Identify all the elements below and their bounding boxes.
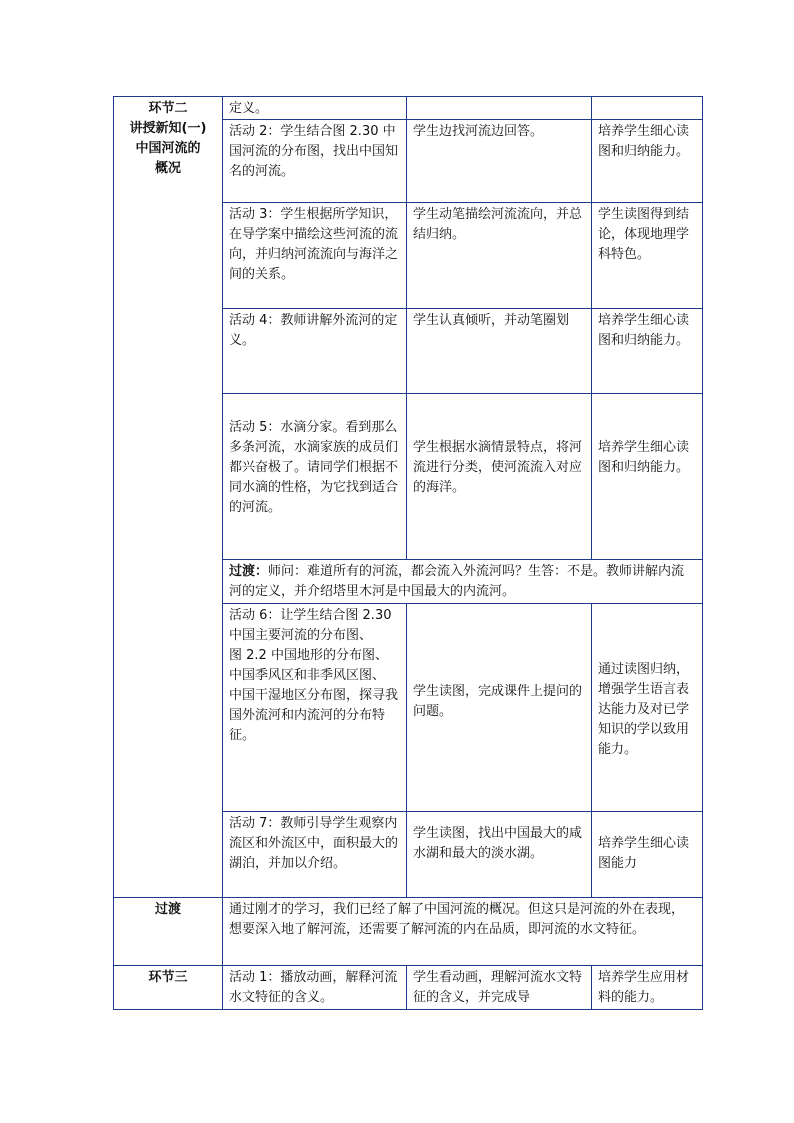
transition-text: 师问：难道所有的河流，都会流入外流河吗？生答：不是。教师讲解内流河的定义，并介绍塔里木河是中国最大的内流河。: [229, 564, 685, 599]
goal-cell: 通过读图归纳，增强学生语言表达能力及对已学知识的学以致用能力。: [592, 604, 703, 812]
activity-cell: 活动 5：水滴分家。看到那么多条河流，水滴家族的成员们都兴奋极了。请同学们根据不同水滴的性格，为它找到适合的河流。: [223, 394, 407, 560]
lesson-plan-table: [113, 96, 703, 1010]
activity-cell: 活动 2：学生结合图 2.30 中国河流的分布图，找出中国知名的河流。: [223, 120, 407, 203]
goal-cell: [592, 97, 703, 120]
stage2-line: 概况: [154, 161, 181, 176]
goal-cell: 培养学生细心读图和归纳能力。: [592, 120, 703, 203]
student-cell: 学生动笔描绘河流流向，并总结归纳。: [407, 203, 592, 309]
student-cell: 学生认真倾听，并动笔圈划: [407, 309, 592, 394]
transition2-text-cell: 通过刚才的学习，我们已经了解了中国河流的概况。但这只是河流的外在表现，想要深入地了解河流，还需要了解河流的内在品质，即河流的水文特征。: [223, 898, 703, 966]
student-cell: [407, 97, 592, 120]
transition2-label-cell: 过渡: [114, 898, 223, 966]
activity-cell: [223, 604, 407, 812]
transition-cell: [223, 560, 703, 604]
stage2-line: 环节二: [148, 101, 188, 116]
student-cell: 学生读图，完成课件上提问的问题。: [407, 604, 592, 812]
student-cell: 学生根据水滴情景特点，将河流进行分类，使河流流入对应的海洋。: [407, 394, 592, 560]
activity-cell: 活动 4：教师讲解外流河的定义。: [223, 309, 407, 394]
table-row: [114, 966, 703, 1010]
goal-cell: 培养学生细心读图和归纳能力。: [592, 309, 703, 394]
stage3-cell: 环节三: [114, 966, 223, 1010]
student-cell: 学生读图，找出中国最大的咸水湖和最大的淡水湖。: [407, 812, 592, 898]
activity-line: 活动 6：让学生结合图 2.30 中国主要河流的分布图、: [229, 608, 392, 643]
activity-line: 中国干湿地区分布图，探寻我国外流河和内流河的分布特征。: [229, 688, 399, 743]
activity-cell: 活动 7：教师引导学生观察内流区和外流区中，面积最大的湖泊，并加以介绍。: [223, 812, 407, 898]
stage2-cell: [114, 97, 223, 898]
activity-cell: 定义。: [223, 97, 407, 120]
stage2-line: 中国河流的: [135, 141, 201, 156]
goal-cell: 培养学生细心读图能力: [592, 812, 703, 898]
activity-line: 图 2.2 中国地形的分布图、: [229, 648, 388, 663]
table-row: [114, 97, 703, 120]
transition-label: 过渡：: [229, 564, 269, 579]
activity-cell: 活动 1：播放动画，解释河流水文特征的含义。: [223, 966, 407, 1010]
goal-cell: 培养学生细心读图和归纳能力。: [592, 394, 703, 560]
activity-line: 中国季风区和非季风区图、: [229, 668, 386, 683]
stage2-line: 讲授新知(一): [129, 121, 207, 136]
goal-cell: 学生读图得到结论，体现地理学科特色。: [592, 203, 703, 309]
goal-cell: 培养学生应用材料的能力。: [592, 966, 703, 1010]
activity-cell: 活动 3：学生根据所学知识，在导学案中描绘这些河流的流向，并归纳河流流向与海洋之间的关系。: [223, 203, 407, 309]
table-row: [114, 898, 703, 966]
student-cell: 学生看动画，理解河流水文特征的含义，并完成导: [407, 966, 592, 1010]
student-cell: 学生边找河流边回答。: [407, 120, 592, 203]
